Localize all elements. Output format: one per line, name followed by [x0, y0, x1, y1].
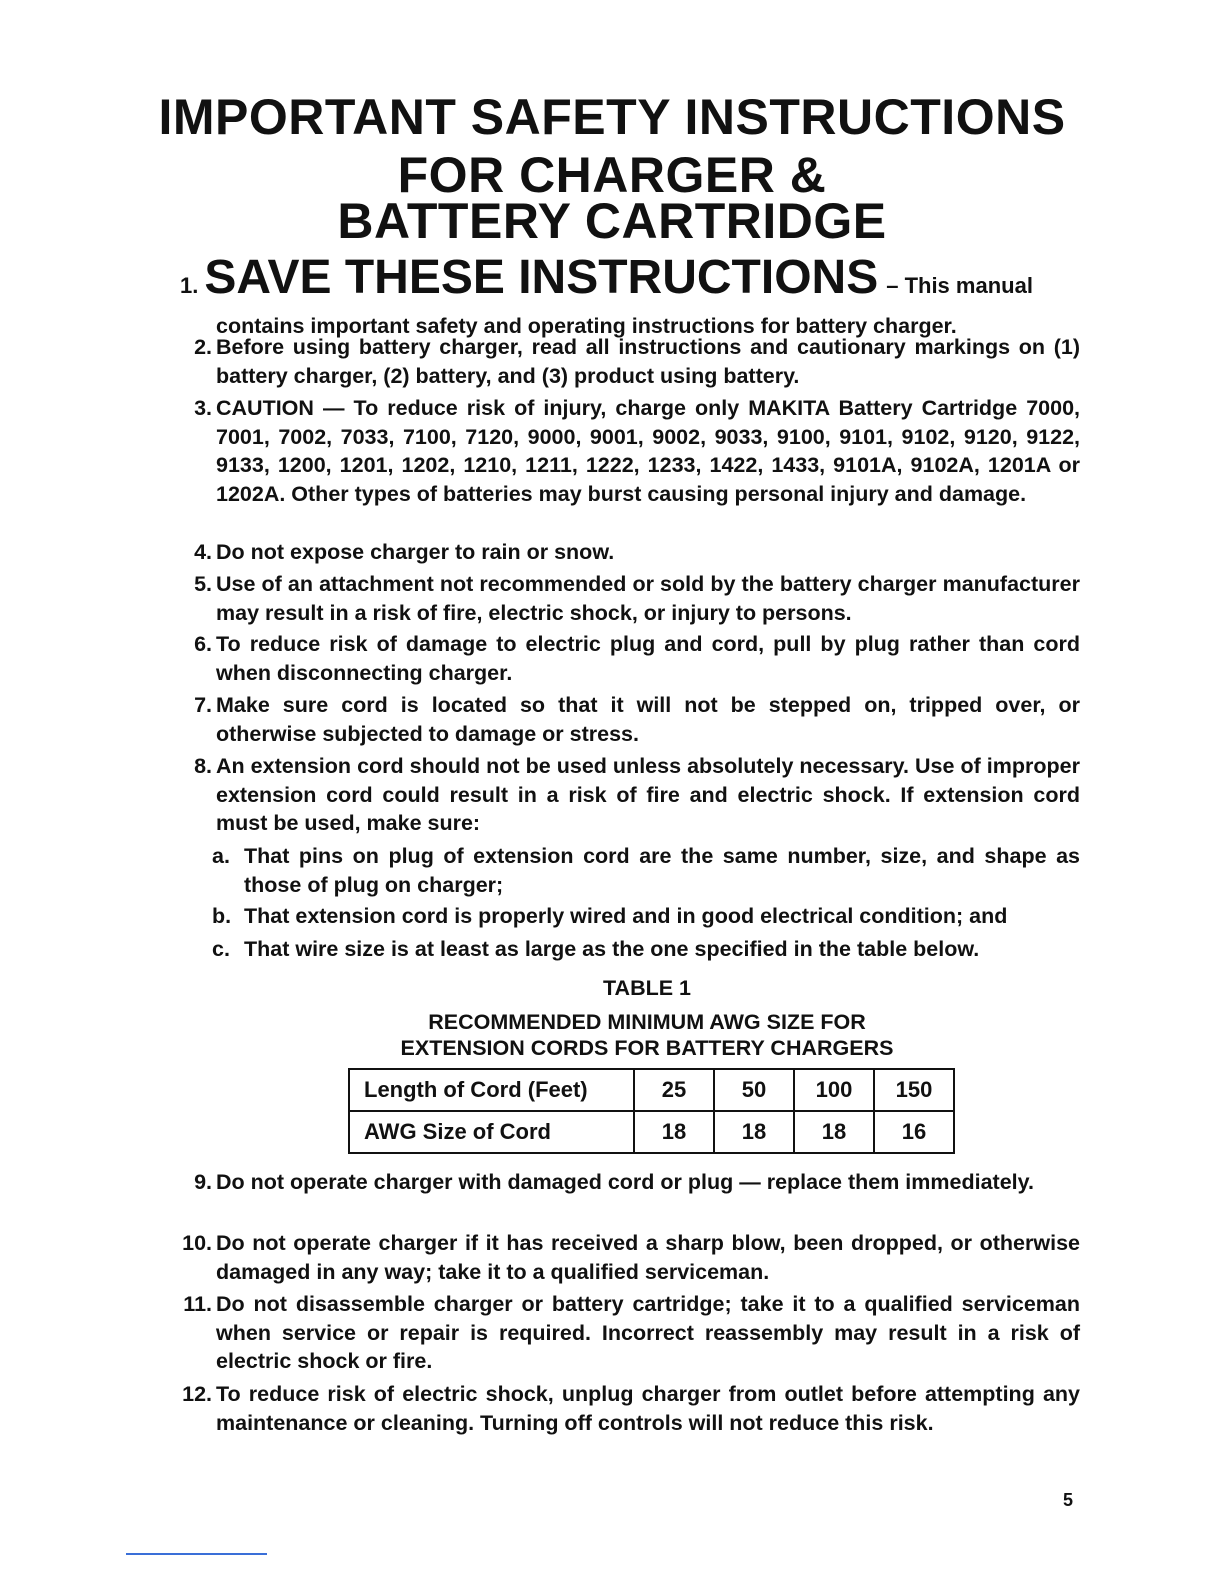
item-number: 8. — [194, 754, 212, 778]
item-number: 4. — [194, 540, 212, 564]
item-number: 12. — [182, 1382, 212, 1406]
page-title-line-3: BATTERY CARTRIDGE — [337, 193, 887, 249]
item-text: To reduce risk of electric shock, unplug charger from outlet before attempting any maintenance or cleaning. Turning off controls will not reduce this risk. — [216, 1382, 1080, 1435]
item-text: An extension cord should not be used unless absolutely necessary. Use of improper extension cord could result in a risk of fire and electric shock. If extension cord must be used, make sure: — [216, 754, 1080, 835]
item-number: 7. — [194, 693, 212, 717]
item-text: CAUTION — To reduce risk of injury, charge only MAKITA Battery Cartridge 7000, 7001, 7002, 7033, 7100, 7120, 9000, 9001, 9002, 9033, 9100, 9101, 9102, 9120, 9122, 9133, 1200, 1201, 1202, 1210, 1211, 1222, 1233, 1422, 1433, 9101A, 9102A, 1201A or 1202A. Other types of batteries may burst causing personal injury and damage. — [216, 396, 1080, 506]
table-label: TABLE 1 — [603, 976, 691, 1000]
instruction-item-6 — [180, 630, 1080, 687]
sub-item-text: That wire size is at least as large as the one specified in the table below. — [244, 937, 980, 961]
item-text: To reduce risk of damage to electric plug and cord, pull by plug rather than cord when disconnecting charger. — [216, 632, 1080, 685]
item-number: 1. — [180, 273, 199, 298]
item-number: 10. — [182, 1231, 212, 1255]
table-cell: 25 — [634, 1069, 714, 1111]
table-cell: 50 — [714, 1069, 794, 1111]
item-text: Do not disassemble charger or battery cartridge; take it to a qualified serviceman when service or repair is required. Incorrect reassembly may result in a risk of electric shock or fire. — [216, 1292, 1080, 1373]
instruction-item-11 — [180, 1290, 1080, 1376]
instruction-item-5 — [180, 570, 1080, 627]
table-caption-line-1: RECOMMENDED MINIMUM AWG SIZE FOR — [428, 1010, 866, 1034]
table-row — [349, 1069, 954, 1111]
row-header: Length of Cord (Feet) — [349, 1069, 634, 1111]
instruction-item-7 — [180, 691, 1080, 748]
sub-item-letter: c. — [212, 937, 230, 961]
item-1-text: contains important safety and operating instructions for battery charger. — [216, 314, 957, 338]
table-caption-line-2: EXTENSION CORDS FOR BATTERY CHARGERS — [400, 1036, 894, 1060]
sub-item-text: That pins on plug of extension cord are the same number, size, and shape as those of plug on charger; — [244, 844, 1080, 897]
sub-item-a — [212, 842, 1080, 899]
item-text: Do not expose charger to rain or snow. — [216, 540, 615, 564]
table-cell: 18 — [714, 1111, 794, 1153]
table-row — [349, 1111, 954, 1153]
item-text: Make sure cord is located so that it will not be stepped on, tripped over, or otherwise subjected to damage or stress. — [216, 693, 1080, 746]
item-number: 6. — [194, 632, 212, 656]
item-text: Before using battery charger, read all instructions and cautionary markings on (1) battery charger, (2) battery, and (3) product using battery. — [216, 335, 1080, 388]
table-cell: 100 — [794, 1069, 874, 1111]
item-number: 9. — [194, 1170, 212, 1194]
instruction-item-2 — [180, 333, 1080, 390]
item-number: 3. — [194, 396, 212, 420]
row-header: AWG Size of Cord — [349, 1111, 634, 1153]
instruction-item-9 — [180, 1168, 1080, 1197]
page-title-line-1: IMPORTANT SAFETY INSTRUCTIONS — [158, 89, 1066, 145]
item-number: 2. — [194, 335, 212, 359]
sub-item-c — [212, 935, 1080, 964]
instruction-item-3 — [180, 394, 1080, 508]
item-number: 11. — [183, 1292, 212, 1316]
item-text: Do not operate charger with damaged cord or plug — replace them immediately. — [216, 1170, 1034, 1194]
footer-divider — [126, 1553, 267, 1555]
item-number: 5. — [194, 572, 212, 596]
table-cell: 18 — [634, 1111, 714, 1153]
item-text: Do not operate charger if it has received a sharp blow, been dropped, or otherwise damaged in any way; take it to a qualified serviceman. — [216, 1231, 1080, 1284]
sub-item-b — [212, 902, 1080, 931]
page-title-line-2: FOR CHARGER & — [397, 147, 827, 203]
instruction-item-1 — [180, 248, 1080, 341]
instruction-item-12 — [180, 1380, 1080, 1437]
save-instructions-heading: SAVE THESE INSTRUCTIONS — [204, 251, 879, 304]
sub-item-letter: a. — [212, 844, 230, 868]
page-number: 5 — [1063, 1490, 1074, 1510]
instruction-item-8 — [180, 752, 1080, 838]
awg-size-table — [348, 1068, 955, 1154]
sub-item-text: That extension cord is properly wired and in good electrical condition; and — [244, 904, 1008, 928]
table-cell: 16 — [874, 1111, 954, 1153]
item-text: Use of an attachment not recommended or sold by the battery charger manufacturer may result in a risk of fire, electric shock, or injury to persons. — [216, 572, 1080, 625]
table-cell: 150 — [874, 1069, 954, 1111]
table-cell: 18 — [794, 1111, 874, 1153]
instruction-item-4 — [180, 538, 1080, 567]
instruction-item-10 — [180, 1229, 1080, 1286]
sub-item-letter: b. — [212, 904, 232, 928]
item-1-lead-text: – This manual — [886, 273, 1033, 298]
